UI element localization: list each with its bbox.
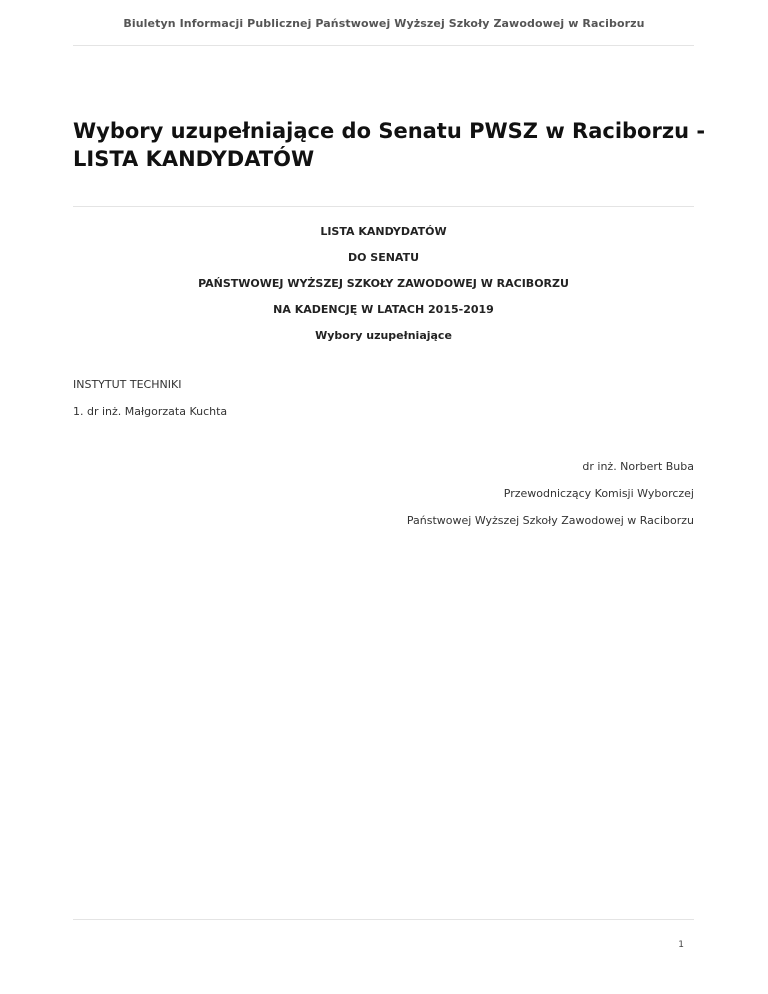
- header-divider: [73, 45, 694, 46]
- document-heading-block: [73, 224, 694, 354]
- candidate-list-item: 1. dr inż. Małgorzata Kuchta: [73, 405, 228, 418]
- signature-block: [300, 459, 694, 540]
- heading-line-election-type: Wybory uzupełniające: [315, 329, 452, 342]
- heading-line-term: NA KADENCJĘ W LATACH 2015-2019: [273, 303, 494, 316]
- heading-line-candidate-list: LISTA KANDYDATÓW: [320, 225, 447, 238]
- site-header-title: Biuletyn Informacji Publicznej Państwowej Wyższej Szkoły Zawodowej w Raciborzu: [123, 17, 645, 30]
- signature-role: Przewodniczący Komisji Wyborczej: [503, 487, 694, 500]
- footer-divider: [73, 919, 694, 920]
- heading-line-senate: DO SENATU: [347, 251, 420, 264]
- page-number: 1: [678, 940, 684, 950]
- heading-line-institution: PAŃSTWOWEJ WYŻSZEJ SZKOŁY ZAWODOWEJ W RACIBORZU: [198, 277, 569, 290]
- signature-institution: Państwowej Wyższej Szkoły Zawodowej w Raciborzu: [406, 514, 694, 527]
- signature-name: dr inż. Norbert Buba: [582, 460, 694, 473]
- title-divider: [73, 206, 694, 207]
- page-title: Wybory uzupełniające do Senatu PWSZ w Raciborzu - LISTA KANDYDATÓW: [73, 119, 706, 171]
- institute-heading: INSTYTUT TECHNIKI: [73, 378, 182, 391]
